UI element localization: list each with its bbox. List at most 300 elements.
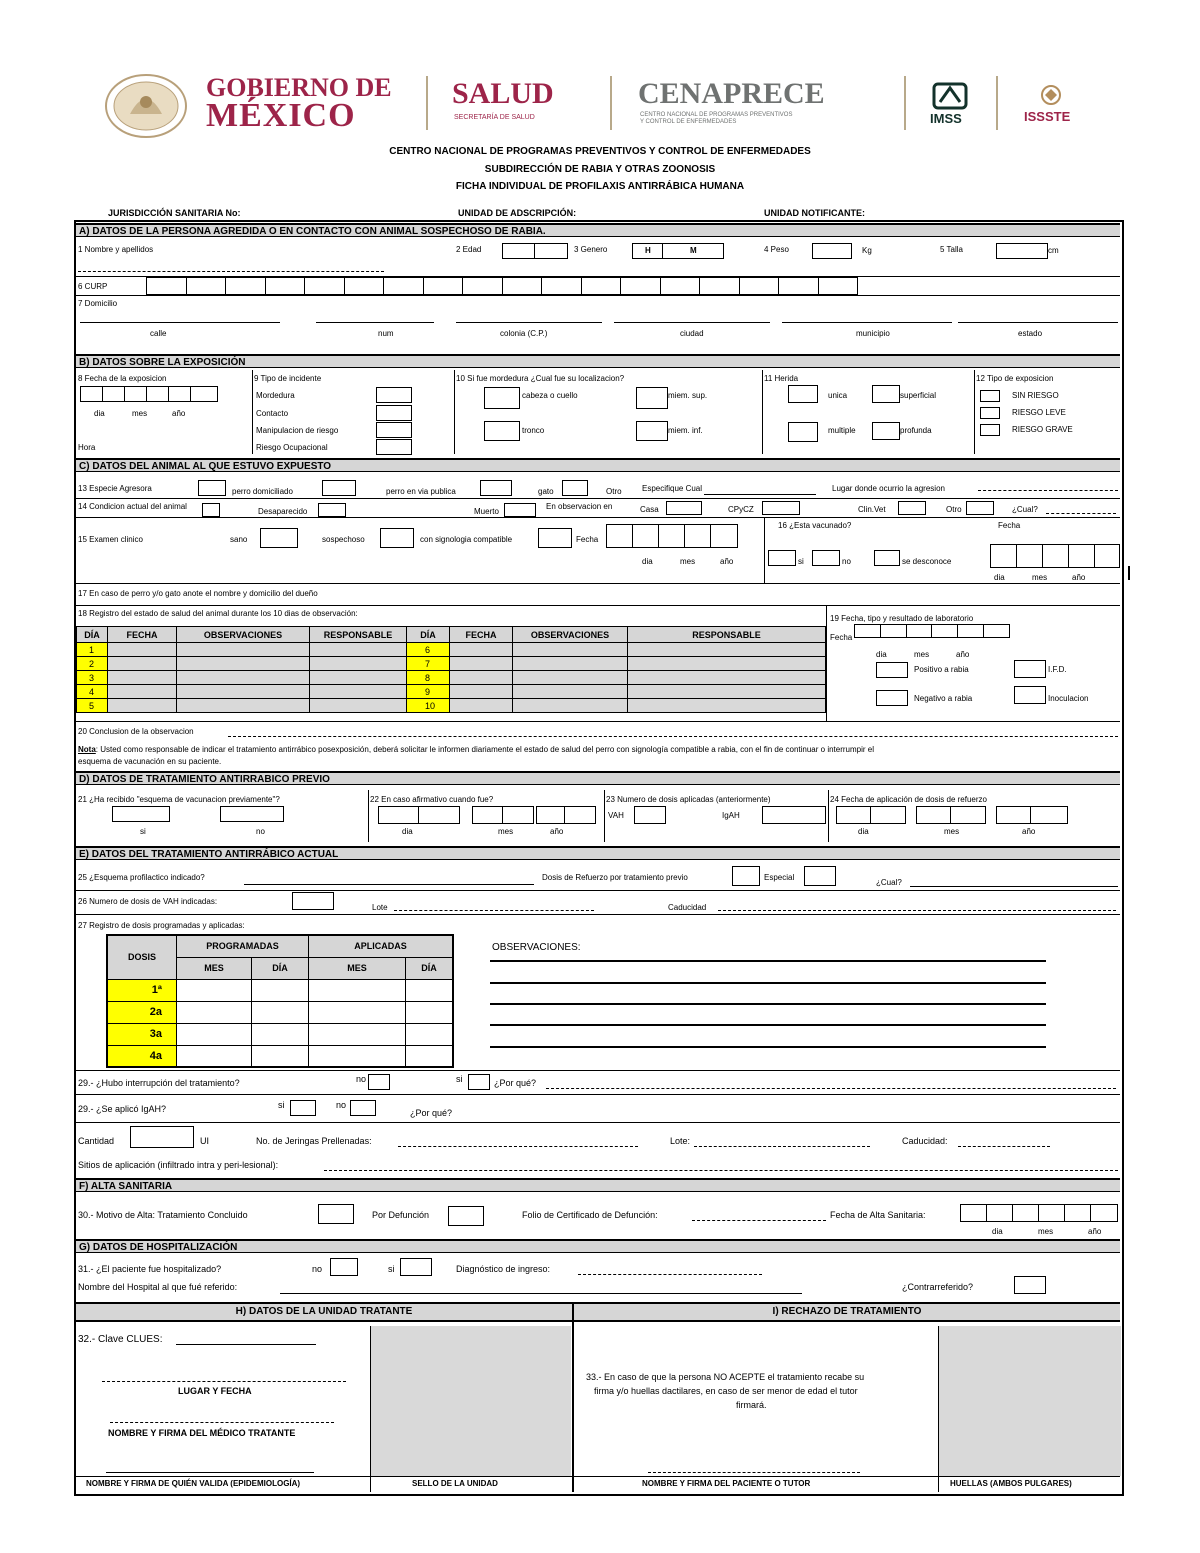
dosis-cell[interactable]	[177, 1045, 252, 1067]
exp-anio-input[interactable]	[168, 386, 192, 402]
otro2-checkbox[interactable]	[966, 501, 994, 515]
conclusion-label: 20 Conclusion de la observacion	[78, 727, 194, 736]
casa-label: Casa	[640, 505, 659, 514]
concluido-checkbox[interactable]	[318, 1204, 354, 1224]
esquema-cual-label: ¿Cual?	[876, 878, 902, 887]
edad-input[interactable]	[502, 243, 536, 259]
obs-day: 9	[407, 685, 450, 699]
dosis-cell[interactable]	[406, 1001, 454, 1023]
contacto-label: Contacto	[256, 409, 289, 418]
q28-no-checkbox[interactable]	[368, 1074, 390, 1090]
clues-label: 32.- Clave CLUES:	[78, 1334, 163, 1345]
obs-header: FECHA	[108, 627, 177, 643]
q24-anio-label: año	[1022, 827, 1036, 836]
multiple-checkbox[interactable]	[788, 422, 818, 442]
ifd-checkbox[interactable]	[1014, 660, 1046, 678]
dosis-cell[interactable]	[252, 1001, 309, 1023]
section-i-header: I) RECHAZO DE TRATAMIENTO	[772, 1306, 922, 1317]
lab-fecha-label: Fecha	[830, 633, 853, 642]
jurisdiccion-label: JURISDICCIÓN SANITARIA No:	[108, 208, 241, 218]
q28-label: 29.- ¿Hubo interrupción del tratamiento?	[78, 1078, 240, 1088]
contrarreferido-label: ¿Contrarreferido?	[902, 1282, 974, 1292]
genero-label: 3 Genero	[574, 245, 608, 254]
q22-label: 22 En caso afirmativo cuando fue?	[370, 795, 494, 804]
medico-label: NOMBRE Y FIRMA DEL MÉDICO TRATANTE	[108, 1428, 296, 1438]
lab-mes-label: mes	[914, 650, 930, 659]
section-h-header: H) DATOS DE LA UNIDAD TRATANTE	[235, 1306, 413, 1317]
ifd-label: I.F.D.	[1048, 665, 1067, 674]
q29-label: 29.- ¿Se aplicó IgAH?	[78, 1104, 167, 1114]
alta-dia-label: dia	[992, 1227, 1003, 1236]
examen-fecha-label: Fecha	[576, 535, 599, 544]
obs-cell[interactable]	[513, 685, 628, 699]
desaparecido-checkbox[interactable]	[202, 503, 220, 517]
cabeza-checkbox[interactable]	[484, 387, 520, 409]
q24-anio-2[interactable]	[1030, 806, 1068, 824]
obs-cell[interactable]	[310, 699, 407, 713]
gato-label: gato	[538, 487, 554, 496]
obs-cell[interactable]	[628, 699, 826, 713]
cantidad-input[interactable]	[130, 1126, 194, 1148]
talla-input[interactable]	[996, 243, 1048, 259]
q27-label: 27 Registro de dosis programadas y aplicadas:	[78, 921, 245, 930]
sello-label: SELLO DE LA UNIDAD	[412, 1479, 498, 1488]
obs-header: DÍA	[407, 627, 450, 643]
clin-vet-checkbox[interactable]	[898, 501, 926, 515]
lugar-fecha-label: LUGAR Y FECHA	[178, 1386, 252, 1396]
contacto-checkbox[interactable]	[376, 405, 412, 421]
alta-fecha-3[interactable]	[1012, 1204, 1040, 1222]
obs-cell[interactable]	[450, 685, 513, 699]
examen-fecha-mes[interactable]	[658, 524, 686, 548]
section-c-header: C) DATOS DEL ANIMAL AL QUE ESTUVO EXPUESTO	[76, 458, 1120, 472]
estado-label: estado	[1018, 329, 1043, 338]
alta-anio-label: año	[1088, 1227, 1102, 1236]
desaparecido-box[interactable]	[318, 503, 346, 517]
q24-mes-1[interactable]	[916, 806, 952, 824]
dosis-cell[interactable]	[177, 979, 252, 1001]
miem-inf-label: miem. inf.	[668, 426, 703, 435]
q33-line-3: firmará.	[736, 1400, 767, 1410]
alta-fecha-6[interactable]	[1090, 1204, 1118, 1222]
unidad-adscripcion-label: UNIDAD DE ADSCRIPCIÓN:	[458, 208, 577, 218]
form-title-3: FICHA INDIVIDUAL DE PROFILAXIS ANTIRRÁBICA HUMANA	[455, 181, 745, 192]
tronco-checkbox[interactable]	[484, 421, 520, 441]
perro-dom-checkbox[interactable]	[322, 480, 356, 496]
perro-via-label: perro en via publica	[386, 487, 456, 496]
obs-cell[interactable]	[108, 685, 177, 699]
mordedura-label: Mordedura	[256, 391, 295, 400]
obs-cell[interactable]	[513, 643, 628, 657]
q21-si-checkbox[interactable]	[112, 806, 170, 822]
observation-table	[76, 626, 826, 713]
q26-label: 26 Numero de dosis de VAH indicadas:	[78, 897, 218, 906]
section-g-header: G) DATOS DE HOSPITALIZACIÓN	[76, 1239, 1120, 1253]
dosis-cell[interactable]	[177, 1023, 252, 1045]
dosis-cell[interactable]	[309, 979, 406, 1001]
obs-cell[interactable]	[108, 671, 177, 685]
observaciones-line[interactable]	[490, 1024, 1046, 1026]
vacunado-desconoce-label: se desconoce	[902, 557, 952, 566]
mexico-seal-icon	[104, 74, 188, 138]
valida-label: NOMBRE Y FIRMA DE QUIÉN VALIDA (EPIDEMIOLOGÍA)	[86, 1479, 301, 1488]
especial-label: Especial	[764, 873, 795, 882]
obs-cell[interactable]	[628, 671, 826, 685]
signologia-checkbox[interactable]	[538, 528, 572, 548]
muerto-label: Muerto	[474, 507, 499, 516]
exp-anio-input-2[interactable]	[190, 386, 218, 402]
obs-cell[interactable]	[450, 699, 513, 713]
alta-fecha-1[interactable]	[960, 1204, 988, 1222]
dosis-cell[interactable]	[406, 979, 454, 1001]
nota-line-1: : Usted como responsable de indicar el tratamiento antirrábico posexposición, deberá solicitar le informen diariamente el estado de salud del perro con signología compatible a rabia, con el fin de continuar o interrumpir el	[95, 745, 874, 754]
localizacion-label: 10 Si fue mordedura ¿Cual fue su localizacion?	[456, 374, 625, 383]
inoculacion-checkbox[interactable]	[1014, 686, 1046, 704]
obs-cell[interactable]	[628, 657, 826, 671]
dosis-cell[interactable]	[406, 1023, 454, 1045]
exp-anio-label: año	[172, 409, 186, 418]
sin-riesgo-label: SIN RIESGO	[1012, 391, 1059, 400]
dosis-cell[interactable]	[252, 979, 309, 1001]
alta-fecha-2[interactable]	[986, 1204, 1014, 1222]
superficial-label: superficial	[900, 391, 937, 400]
q21-no-label: no	[256, 827, 265, 836]
vacunado-dia-label: dia	[994, 573, 1005, 582]
q21-no-checkbox[interactable]	[220, 806, 284, 822]
dosis-table	[106, 934, 454, 1068]
sano-label: sano	[230, 535, 248, 544]
dosis-cell[interactable]	[252, 1045, 309, 1067]
lab-fecha-input[interactable]	[854, 624, 1010, 638]
vacunado-no-checkbox[interactable]	[812, 550, 840, 566]
nota-line-2: esquema de vacunación en su paciente.	[78, 757, 222, 766]
dosis-cell[interactable]	[309, 1045, 406, 1067]
apl-dia-header: DÍA	[406, 957, 454, 979]
q23-vah-input[interactable]	[634, 806, 666, 824]
obs-header: OBSERVACIONES	[513, 627, 628, 643]
dosis-cell[interactable]	[309, 1023, 406, 1045]
issste-logo: ISSSTE	[1024, 109, 1071, 124]
dosis-header: DOSIS	[107, 935, 177, 979]
observaciones-line[interactable]	[490, 1003, 1046, 1005]
exp-mes-input-2[interactable]	[146, 386, 170, 402]
curp-input[interactable]	[146, 277, 858, 295]
jeringas-label: No. de Jeringas Prellenadas:	[256, 1136, 372, 1146]
examen-fecha-dia[interactable]	[606, 524, 634, 548]
obs-cell[interactable]	[177, 643, 310, 657]
cpycz-label: CPyCZ	[728, 505, 754, 514]
examen-dia-label: dia	[642, 557, 653, 566]
obs-day: 1	[77, 643, 108, 657]
gato-checkbox[interactable]	[562, 480, 588, 496]
q29-porque-label: ¿Por qué?	[410, 1108, 453, 1118]
defuncion-label: Por Defunción	[372, 1210, 430, 1220]
edad-input-2[interactable]	[534, 243, 568, 259]
perro-via-checkbox[interactable]	[480, 480, 512, 496]
q29-no-checkbox[interactable]	[350, 1100, 376, 1116]
defuncion-checkbox[interactable]	[448, 1206, 484, 1226]
vacunado-anio-label: año	[1072, 573, 1086, 582]
obs-cell[interactable]	[628, 685, 826, 699]
section-b-header: B) DATOS SOBRE LA EXPOSICIÓN	[76, 354, 1120, 368]
q28-si-label: si	[456, 1074, 463, 1084]
q28-si-checkbox[interactable]	[468, 1074, 490, 1090]
refuerzo-checkbox[interactable]	[732, 866, 760, 886]
lugar-label: Lugar donde ocurrio la agresion	[832, 484, 945, 493]
q22-anio-label: año	[550, 827, 564, 836]
obs-cell[interactable]	[310, 657, 407, 671]
obs-day: 7	[407, 657, 450, 671]
hospital-label: Nombre del Hospital al que fué referido:	[78, 1282, 238, 1292]
q31-si-label: si	[388, 1264, 395, 1274]
obs-day: 4	[77, 685, 108, 699]
gobierno-line2: MÉXICO	[206, 97, 356, 134]
examen-fecha-mes-2[interactable]	[684, 524, 712, 548]
superficial-checkbox[interactable]	[872, 385, 900, 403]
q22-dia-label: dia	[402, 827, 413, 836]
vacunado-fecha-1[interactable]	[990, 544, 1018, 568]
q28-porque-label: ¿Por qué?	[494, 1078, 537, 1088]
vacunado-fecha-3[interactable]	[1042, 544, 1070, 568]
colonia-label: colonia (C.P.)	[500, 329, 548, 338]
mordedura-checkbox[interactable]	[376, 387, 412, 403]
q28-no-label: no	[356, 1074, 367, 1084]
q31-si-checkbox[interactable]	[400, 1258, 432, 1276]
unica-checkbox[interactable]	[788, 385, 818, 403]
kg-label: Kg	[862, 246, 872, 255]
obs-cell[interactable]	[450, 657, 513, 671]
q31-no-checkbox[interactable]	[330, 1258, 358, 1276]
q22-anio-2[interactable]	[564, 806, 596, 824]
firma-paciente-label: NOMBRE Y FIRMA DEL PACIENTE O TUTOR	[642, 1479, 811, 1488]
manipulacion-checkbox[interactable]	[376, 422, 412, 438]
manipulacion-label: Manipulacion de riesgo	[256, 426, 339, 435]
cpycz-checkbox[interactable]	[762, 501, 800, 515]
huellas-box	[938, 1326, 1121, 1476]
contrarreferido-checkbox[interactable]	[1014, 1276, 1046, 1294]
miem-inf-checkbox[interactable]	[636, 421, 668, 441]
miem-sup-checkbox[interactable]	[636, 387, 668, 409]
otro-label: Otro	[606, 487, 622, 496]
lab-label: 19 Fecha, tipo y resultado de laboratorio	[830, 614, 974, 623]
gobierno-line1: GOBIERNO DE	[206, 73, 392, 102]
folio-label: Folio de Certificado de Defunción:	[522, 1210, 658, 1220]
hora-label: Hora	[78, 443, 96, 452]
obs-cell[interactable]	[108, 643, 177, 657]
obs-header: FECHA	[450, 627, 513, 643]
fecha-exposicion-label: 8 Fecha de la exposicion	[78, 374, 167, 383]
obs-cell[interactable]	[108, 657, 177, 671]
exp-mes-label: mes	[132, 409, 148, 418]
exp-dia-input[interactable]	[80, 386, 104, 402]
exp-dia-label: dia	[94, 409, 105, 418]
form-title-1: CENTRO NACIONAL DE PROGRAMAS PREVENTIVOS Y CONTROL DE ENFERMEDADES	[389, 146, 811, 157]
obs-cell[interactable]	[513, 657, 628, 671]
q26-input[interactable]	[292, 892, 334, 910]
vacunado-fecha-4[interactable]	[1068, 544, 1096, 568]
sospechoso-checkbox[interactable]	[380, 528, 414, 548]
nombre-label: 1 Nombre y apellidos	[78, 245, 154, 254]
q31-no-label: no	[312, 1264, 323, 1274]
inoculacion-label: Inoculacion	[1048, 694, 1089, 703]
diagnostico-label: Diagnóstico de ingreso:	[456, 1264, 551, 1274]
q29-si-label: si	[278, 1100, 285, 1110]
apl-mes-header: MES	[309, 957, 406, 979]
calle-label: calle	[150, 329, 167, 338]
q24-mes-label: mes	[944, 827, 960, 836]
q22-mes-2[interactable]	[502, 806, 534, 824]
signologia-label: con signologia compatible	[420, 535, 513, 544]
obs-cell[interactable]	[513, 699, 628, 713]
sospechoso-label: sospechoso	[322, 535, 365, 544]
lab-dia-label: dia	[876, 650, 887, 659]
alta-fecha-4[interactable]	[1038, 1204, 1066, 1222]
q29-si-checkbox[interactable]	[290, 1100, 316, 1116]
alta-fecha-5[interactable]	[1064, 1204, 1092, 1222]
peso-label: 4 Peso	[764, 245, 789, 254]
q31-label: 31.- ¿El paciente fue hospitalizado?	[78, 1264, 222, 1274]
exp-dia-input-2[interactable]	[102, 386, 126, 402]
municipio-label: municipio	[856, 329, 890, 338]
prog-dia-header: DÍA	[252, 957, 309, 979]
examen-mes-label: mes	[680, 557, 696, 566]
sin-riesgo-checkbox[interactable]	[980, 390, 1000, 402]
obs-cell[interactable]	[177, 699, 310, 713]
obs-cell[interactable]	[513, 671, 628, 685]
vacunado-fecha-5[interactable]	[1094, 544, 1120, 568]
herida-label: 11 Herida	[764, 374, 799, 383]
vacunado-mes-label: mes	[1032, 573, 1048, 582]
obs-cell[interactable]	[108, 699, 177, 713]
casa-checkbox[interactable]	[666, 501, 702, 515]
obs-day: 2	[77, 657, 108, 671]
dosis-cell[interactable]	[252, 1023, 309, 1045]
dosis-row-label: 3a	[107, 1023, 177, 1045]
dosis-cell[interactable]	[309, 1001, 406, 1023]
positivo-label: Positivo a rabia	[914, 665, 969, 674]
vacunado-fecha-label: Fecha	[998, 521, 1021, 530]
vacunado-desconoce-checkbox[interactable]	[874, 550, 900, 566]
especial-checkbox[interactable]	[804, 866, 836, 886]
cenaprece-subtitle-1: CENTRO NACIONAL DE PROGRAMAS PREVENTIVOS	[640, 112, 793, 118]
muerto-checkbox[interactable]	[504, 503, 536, 517]
q23-label: 23 Numero de dosis aplicadas (anteriormente)	[606, 795, 771, 804]
obs-cell[interactable]	[310, 685, 407, 699]
negativo-label: Negativo a rabia	[914, 694, 973, 703]
q24-dia-label: dia	[858, 827, 869, 836]
observaciones-line[interactable]	[490, 1046, 1046, 1048]
perro-dom-label: perro domiciliado	[232, 487, 293, 496]
miem-sup-label: miem. sup.	[668, 391, 708, 400]
q30-label: 30.- Motivo de Alta: Tratamiento Concluido	[78, 1210, 248, 1220]
form-title-2: SUBDIRECCIÓN DE RABIA Y OTRAS ZOONOSIS	[484, 164, 716, 175]
riesgo-leve-checkbox[interactable]	[980, 407, 1000, 419]
programadas-header: PROGRAMADAS	[177, 935, 309, 957]
obs-header: RESPONSABLE	[310, 627, 407, 643]
lote2-label: Lote:	[670, 1136, 691, 1146]
q24-mes-2[interactable]	[950, 806, 986, 824]
q23-igah-label: IgAH	[722, 811, 740, 820]
q21-si-label: si	[140, 827, 146, 836]
lote-label: Lote	[372, 903, 388, 912]
q22-dia-2[interactable]	[418, 806, 460, 824]
sitios-label: Sitios de aplicación (infiltrado intra y peri-lesional):	[78, 1160, 279, 1170]
section-e-header: E) DATOS DEL TRATAMIENTO ANTIRRÁBICO ACTUAL	[76, 846, 1120, 860]
q24-dia-1[interactable]	[836, 806, 872, 824]
condicion-label: 14 Condicion actual del animal	[78, 502, 187, 511]
obs-cell[interactable]	[177, 657, 310, 671]
riesgo-grave-checkbox[interactable]	[980, 424, 1000, 436]
tronco-label: tronco	[522, 426, 545, 435]
positivo-checkbox[interactable]	[876, 662, 908, 678]
desaparecido-label: Desaparecido	[258, 507, 308, 516]
refuerzo-label: Dosis de Refuerzo por tratamiento previo	[542, 873, 688, 882]
obs-cell[interactable]	[450, 671, 513, 685]
q24-label: 24 Fecha de aplicación de dosis de refuerzo	[830, 795, 987, 804]
sano-checkbox[interactable]	[260, 528, 298, 548]
vacunado-label: 16 ¿Esta vacunado?	[778, 521, 852, 530]
dosis-row-label: 2a	[107, 1001, 177, 1023]
obs-day: 5	[77, 699, 108, 713]
aplicadas-header: APLICADAS	[309, 935, 454, 957]
unica-label: unica	[828, 391, 848, 400]
obs-header: RESPONSABLE	[628, 627, 826, 643]
obs-day: 8	[407, 671, 450, 685]
obs-cell[interactable]	[177, 685, 310, 699]
curp-label: 6 CURP	[78, 282, 108, 291]
q24-anio-1[interactable]	[996, 806, 1032, 824]
negativo-checkbox[interactable]	[876, 690, 908, 706]
especie-input[interactable]	[198, 480, 226, 496]
dosis-cell[interactable]	[406, 1045, 454, 1067]
observaciones-line[interactable]	[490, 960, 1046, 962]
vacunado-fecha-2[interactable]	[1016, 544, 1044, 568]
alta-mes-label: mes	[1038, 1227, 1054, 1236]
genero-m-label: M	[690, 246, 697, 255]
vacunado-si-checkbox[interactable]	[768, 550, 796, 566]
q22-dia-1[interactable]	[378, 806, 420, 824]
examen-fecha-dia-2[interactable]	[632, 524, 660, 548]
q24-dia-2[interactable]	[870, 806, 906, 824]
dosis-cell[interactable]	[177, 1001, 252, 1023]
cabeza-label: cabeza o cuello	[522, 391, 578, 400]
observaciones-line[interactable]	[490, 982, 1046, 984]
clin-vet-label: Clin.Vet	[858, 505, 886, 514]
salud-subtitle: SECRETARÍA DE SALUD	[454, 114, 535, 121]
obs-cell[interactable]	[310, 643, 407, 657]
q23-igah-input[interactable]	[762, 806, 826, 824]
peso-input[interactable]	[812, 243, 852, 259]
obs-cell[interactable]	[177, 671, 310, 685]
q22-anio-1[interactable]	[536, 806, 566, 824]
cenaprece-logo: CENAPRECE	[638, 77, 825, 110]
q22-mes-1[interactable]	[472, 806, 504, 824]
profunda-checkbox[interactable]	[872, 422, 900, 440]
exp-mes-input[interactable]	[124, 386, 148, 402]
examen-fecha-anio[interactable]	[710, 524, 738, 548]
sello-box	[370, 1326, 571, 1476]
caducidad-label: Caducidad	[668, 903, 707, 912]
num-label: num	[378, 329, 394, 338]
tipo-exposicion-label: 12 Tipo de exposicion	[976, 374, 1054, 383]
obs-cell[interactable]	[310, 671, 407, 685]
obs-cell[interactable]	[628, 643, 826, 657]
riesgo-ocupacional-checkbox[interactable]	[376, 439, 412, 455]
obs-header: DÍA	[77, 627, 108, 643]
obs-cell[interactable]	[450, 643, 513, 657]
unidad-notificante-label: UNIDAD NOTIFICANTE:	[764, 208, 865, 218]
dosis-row-label: 4a	[107, 1045, 177, 1067]
